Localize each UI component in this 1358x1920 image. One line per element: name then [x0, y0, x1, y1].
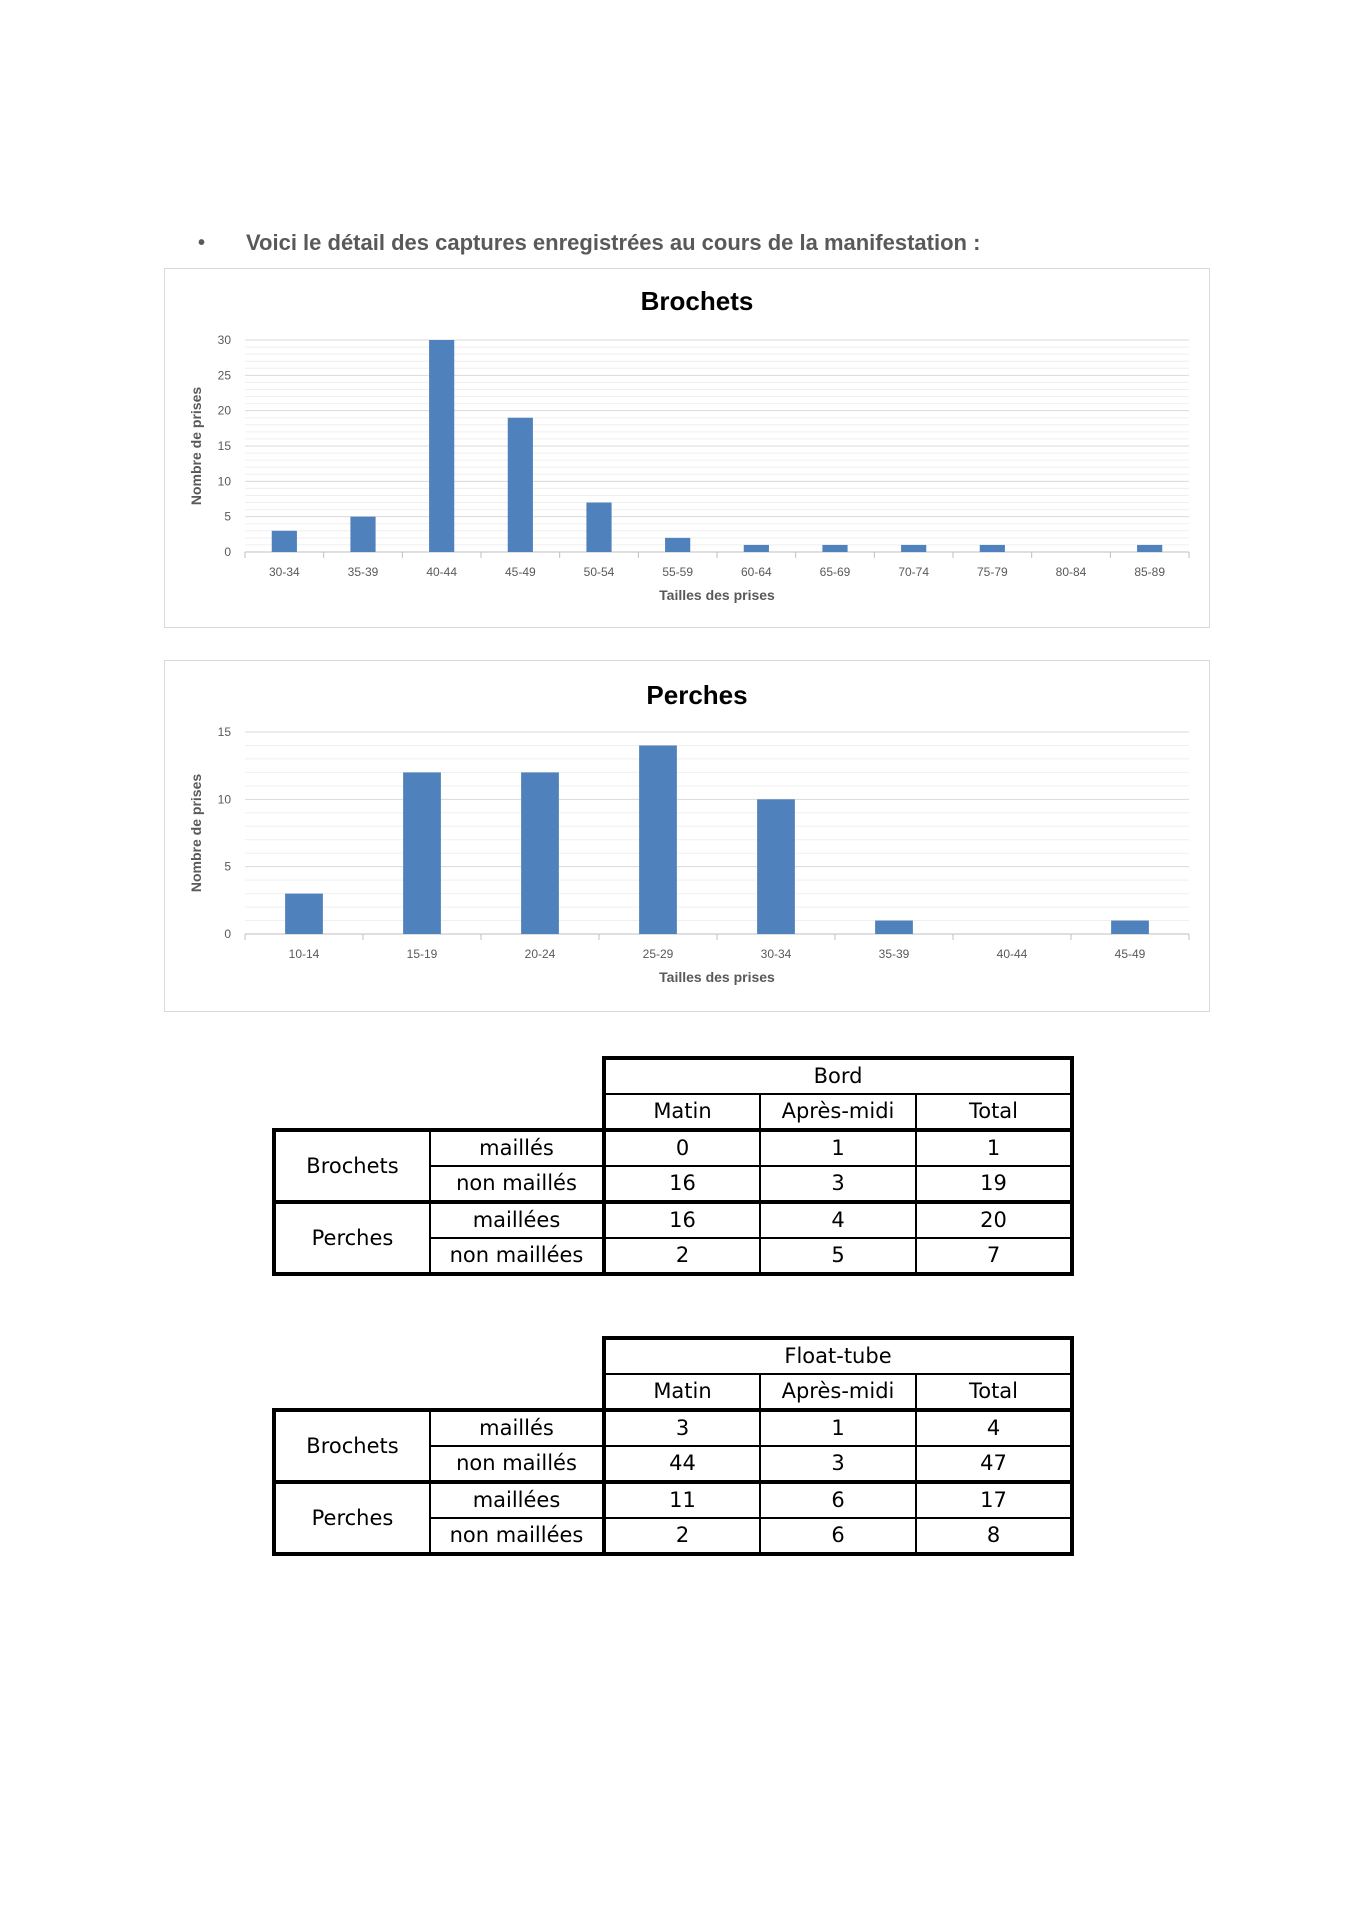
y-tick-label: 25	[217, 368, 231, 383]
table-row	[274, 1482, 1072, 1518]
group-header: Float-tube	[604, 1338, 1072, 1374]
chart-perches-svg	[165, 661, 1209, 1011]
cell: 0	[604, 1130, 760, 1166]
species-label: Brochets	[274, 1130, 430, 1202]
x-tick-label: 30-34	[760, 947, 792, 961]
x-tick-label: 35-39	[347, 565, 379, 579]
table-row	[274, 1410, 1072, 1446]
cell: 47	[916, 1446, 1072, 1482]
y-tick-label: 20	[217, 403, 231, 418]
x-tick-label: 25-29	[642, 947, 674, 961]
y-tick-label: 5	[224, 509, 231, 524]
x-tick-label: 55-59	[662, 565, 694, 579]
row-label: non maillées	[430, 1238, 604, 1274]
bar-60-64	[744, 545, 769, 552]
x-tick-label: 75-79	[976, 565, 1008, 579]
cell: 8	[916, 1518, 1072, 1554]
bar-30-34	[757, 799, 795, 934]
y-tick-label: 5	[224, 859, 231, 874]
species-label: Perches	[274, 1202, 430, 1274]
y-tick-label: 15	[217, 439, 231, 453]
cell: 5	[760, 1238, 916, 1274]
bar-55-59	[665, 538, 690, 552]
bar-25-29	[639, 745, 677, 934]
chart-brochets	[164, 268, 1210, 628]
cell: 1	[760, 1410, 916, 1446]
x-axis-title: Tailles des prises	[659, 969, 775, 985]
row-label: maillées	[430, 1202, 604, 1238]
x-tick-label: 15-19	[406, 947, 438, 961]
table-float-tube	[272, 1336, 1074, 1556]
cell: 1	[916, 1130, 1072, 1166]
x-tick-label: 40-44	[426, 565, 458, 579]
chart-title: Brochets	[640, 286, 754, 316]
y-tick-label: 10	[217, 474, 231, 489]
y-tick-label: 0	[224, 927, 231, 941]
row-label: non maillées	[430, 1518, 604, 1554]
x-tick-label: 10-14	[288, 947, 320, 961]
chart-brochets-svg	[165, 269, 1209, 627]
y-tick-label: 30	[217, 333, 231, 347]
col-header-matin: Matin	[604, 1374, 760, 1410]
cell: 17	[916, 1482, 1072, 1518]
cell: 44	[604, 1446, 760, 1482]
cell: 16	[604, 1166, 760, 1202]
chart-perches	[164, 660, 1210, 1012]
col-header-apres-midi: Après-midi	[760, 1374, 916, 1410]
row-label: maillées	[430, 1482, 604, 1518]
table-row	[274, 1130, 1072, 1166]
bar-65-69	[822, 545, 847, 552]
row-label: maillés	[430, 1410, 604, 1446]
col-header-matin: Matin	[604, 1094, 760, 1130]
cell: 2	[604, 1518, 760, 1554]
row-label: maillés	[430, 1130, 604, 1166]
cell: 20	[916, 1202, 1072, 1238]
x-tick-label: 40-44	[996, 947, 1028, 961]
table-row	[274, 1202, 1072, 1238]
cell: 2	[604, 1238, 760, 1274]
bar-30-34	[272, 531, 297, 552]
x-tick-label: 30-34	[268, 565, 300, 579]
bar-15-19	[403, 772, 441, 934]
bar-70-74	[901, 545, 926, 552]
x-tick-label: 45-49	[1114, 947, 1146, 961]
table-bord	[272, 1056, 1074, 1276]
x-tick-label: 70-74	[898, 565, 930, 579]
x-axis-title: Tailles des prises	[659, 587, 775, 603]
cell: 7	[916, 1238, 1072, 1274]
x-tick-label: 20-24	[524, 947, 556, 961]
bar-45-49	[508, 418, 533, 552]
y-axis-title: Nombre de prises	[188, 773, 204, 893]
col-header-total: Total	[916, 1374, 1072, 1410]
cell: 6	[760, 1482, 916, 1518]
y-axis-title: Nombre de prises	[188, 386, 204, 506]
x-tick-label: 60-64	[740, 565, 772, 579]
bar-10-14	[285, 894, 323, 934]
bar-35-39	[875, 921, 913, 934]
species-label: Brochets	[274, 1410, 430, 1482]
x-tick-label: 35-39	[878, 947, 910, 961]
chart-title: Perches	[646, 680, 748, 710]
y-tick-label: 10	[217, 792, 231, 807]
x-tick-label: 85-89	[1134, 565, 1166, 579]
cell: 19	[916, 1166, 1072, 1202]
x-tick-label: 65-69	[819, 565, 851, 579]
cell: 4	[760, 1202, 916, 1238]
col-header-apres-midi: Après-midi	[760, 1094, 916, 1130]
y-tick-label: 0	[224, 545, 231, 559]
intro-text: Voici le détail des captures enregistrées au cours de la manifestation :	[246, 230, 981, 255]
y-tick-label: 15	[217, 725, 231, 739]
x-tick-label: 80-84	[1055, 565, 1087, 579]
cell: 11	[604, 1482, 760, 1518]
bar-45-49	[1111, 921, 1149, 934]
cell: 1	[760, 1130, 916, 1166]
bar-85-89	[1137, 545, 1162, 552]
group-header: Bord	[604, 1058, 1072, 1094]
row-label: non maillés	[430, 1166, 604, 1202]
bar-35-39	[350, 517, 375, 552]
x-tick-label: 50-54	[583, 565, 615, 579]
x-tick-label: 45-49	[504, 565, 536, 579]
cell: 16	[604, 1202, 760, 1238]
col-header-total: Total	[916, 1094, 1072, 1130]
cell: 6	[760, 1518, 916, 1554]
bullet-icon: •	[198, 232, 206, 254]
species-label: Perches	[274, 1482, 430, 1554]
row-label: non maillés	[430, 1446, 604, 1482]
intro-line	[198, 228, 1204, 258]
cell: 3	[760, 1166, 916, 1202]
cell: 3	[760, 1446, 916, 1482]
bar-50-54	[586, 503, 611, 552]
cell: 4	[916, 1410, 1072, 1446]
bar-75-79	[980, 545, 1005, 552]
bar-20-24	[521, 772, 559, 934]
cell: 3	[604, 1410, 760, 1446]
bar-40-44	[429, 340, 454, 552]
